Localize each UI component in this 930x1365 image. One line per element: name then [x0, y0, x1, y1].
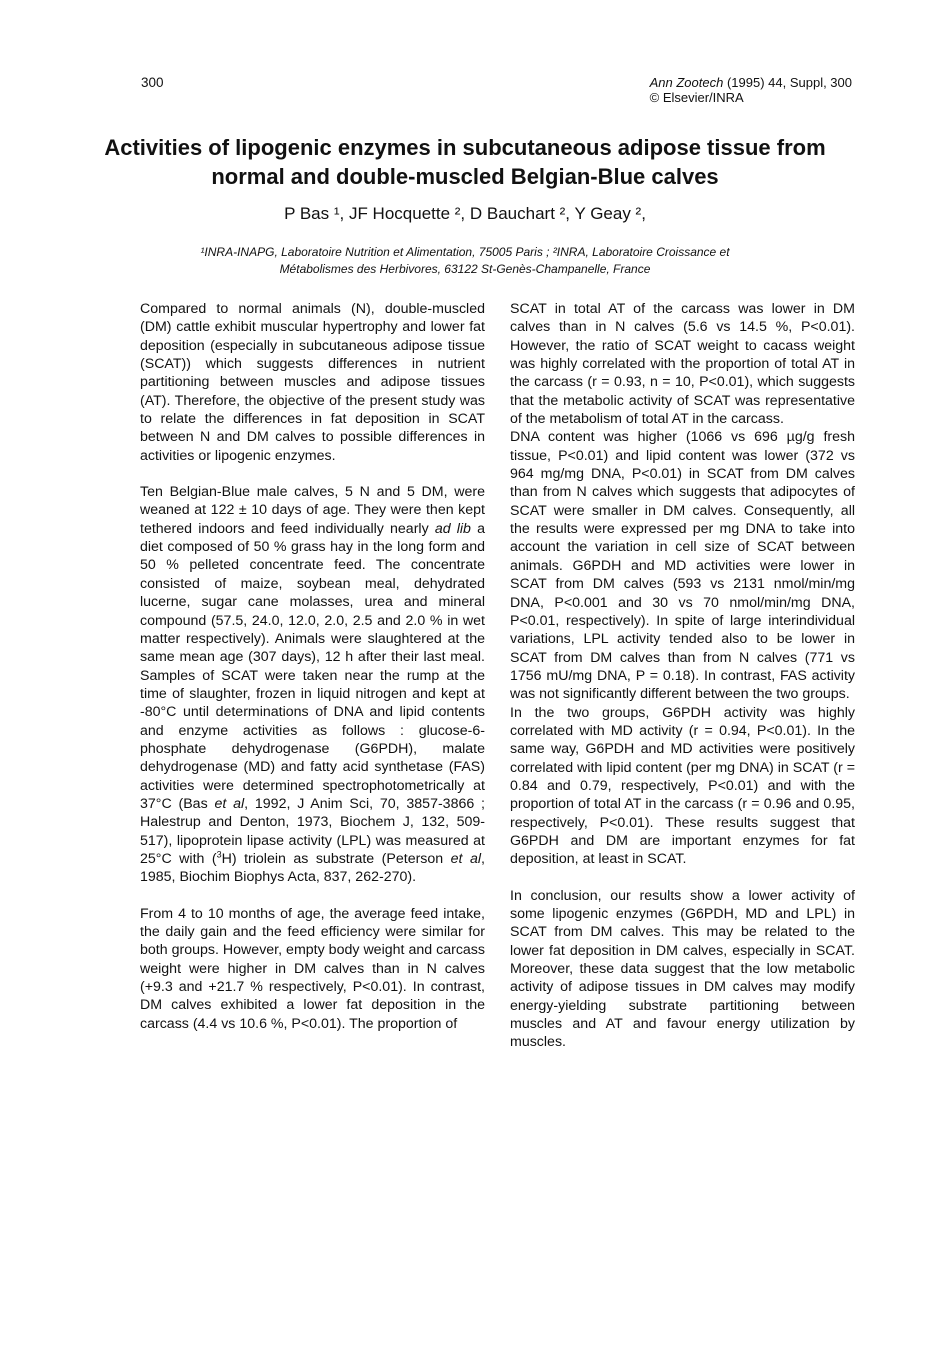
paragraph-results-scat: SCAT in total AT of the carcass was lower in DM calves than in N calves (5.6 vs 14.5 %, P<0.01). However, the ratio of SCAT weight to cacass weight was highly correlated with the proportion of total AT in the carcass (r = 0.93, n = 10, P<0.01), which suggests that the metabolic activity of SCAT was representative of the metabolism of total AT in the carcass. [510, 301, 855, 428]
paragraph-introduction: Compared to normal animals (N), double-muscled (DM) cattle exhibit muscular hypertrophy and lower fat deposition (especially in subcutaneous adipose tissue (SCAT)) which suggests differences in nutrient partitioning between muscles and adipose tissues (AT). Therefore, the objective of the present study was to relate the differences in fat deposition in SCAT between N and DM calves to possible differences in activities or lipogenic enzymes. [140, 301, 485, 464]
author-list: P Bas ¹, JF Hocquette ², D Bauchart ², Y Geay ², [284, 204, 646, 223]
affiliations [110, 244, 820, 278]
paragraph-correlations: In the two groups, G6PDH activity was highly correlated with MD activity (r = 0.94, P<0.01). In the same way, G6PDH and MD activities were positively correlated with lipid content (per mg DNA) in SCAT (r = 0.84 and 0.79, respectively, P<0.01) and with the proportion of total AT in the carcass (r = 0.96 and 0.95, respectively, P<0.01). These results suggest that G6PDH and DM are important enzymes for fat deposition, at least in SCAT. [510, 704, 855, 868]
journal-citation [650, 75, 852, 90]
paragraph-results-growth: From 4 to 10 months of age, the average feed intake, the daily gain and the feed efficiency were similar for both groups. However, empty body weight and carcass weight were higher in DM calves than in N calves (+9.3 and +21.7 % respectively, P<0.01). In contrast, DM calves exhibited a lower fat deposition in the carcass (4.4 vs 10.6 %, P<0.01). The proportion of [140, 905, 485, 1032]
paragraph-results-dna: DNA content was higher (1066 vs 696 µg/g fresh tissue, P<0.01) and lipid content was lower (372 vs 964 mg/mg DNA, P<0.01) in SCAT from DM calves than from N calves which suggests that adipocytes of SCAT were smaller in DM calves. Consequently, all the results were expressed per mg DNA to take into account the variation in cell size of SCAT between animals. G6PDH and MD activities were lower in SCAT from DM calves (593 vs 2131 nmol/min/mg DNA, P<0.001 and 30 vs 70 nmol/min/mg DNA, P<0.01, respectively). In spite of large interindividual variations, LPL activity tended also to be lower in SCAT from DM calves than from N calves (771 vs 1756 mU/mg DNA, P = 0.18). In contrast, FAS activity was not significantly different between the two groups. [510, 429, 855, 703]
left-column [140, 300, 485, 1033]
affiliation-line-1: ¹INRA-INAPG, Laboratoire Nutrition et Alimentation, 75005 Paris ; ²INRA, Laboratoire Croissance et [200, 245, 730, 259]
copyright: © Elsevier/INRA [649, 90, 744, 105]
paragraph-methods: Ten Belgian-Blue male calves, 5 N and 5 DM, were weaned at 122 ± 10 days of age. They were then kept tethered indoors and feed individually nearly ad lib a diet composed of 50 % grass hay in the long form and 50 % pelleted concentrate feed. The concentrate consisted of maize, soybean meal, dehydrated lucerne, sugar cane molasses, urea and mineral compound (57.5, 24.0, 12.0, 2.0, 2.5 and 2.0 % in wet matter respectively). Animals were slaughtered at the same mean age (307 days), 12 h after their last meal. Samples of SCAT were taken near the rump at the time of slaughter, frozen in liquid nitrogen and kept at -80°C until determinations of DNA and lipid contents and enzyme activities as follows : glucose-6-phosphate dehydrogenase (G6PDH), malate dehydrogenase (MD) and fatty acid synthetase (FAS) activities were determined spectrophotometrically at 37°C (Bas et al, 1992, J Anim Sci, 70, 3857-3866 ; Halestrup and Denton, 1973, Biochem J, 132, 509-517), lipoprotein lipase activity (LPL) was measured at 25°C with ($^3$H) triolein as substrate (Peterson et al, 1985, Biochim Biophys Acta, 837, 262-270). [140, 484, 485, 886]
journal-volume: (1995) 44, Suppl, 300 [723, 75, 852, 90]
article-title: Activities of lipogenic enzymes in subcutaneous adipose tissue from normal and double-muscled Belgian-Blue calves [104, 135, 826, 189]
paragraph-conclusion: In conclusion, our results show a lower activity of some lipogenic enzymes (G6PDH, MD and LPL) in SCAT from DM calves. This may be related to the lower fat deposition in DM calves, especially in SCAT. Moreover, these data suggest that the low metabolic activity of adipose tissues in DM calves may modify energy-yielding substrate partitioning between muscles and AT and favour energy utilization by muscles. [510, 887, 855, 1051]
page-number: 300 [141, 75, 164, 90]
affiliation-line-2: Métabolismes des Herbivores, 63122 St-Genès-Champanelle, France [279, 262, 651, 276]
journal-name: Ann Zootech [649, 75, 724, 90]
right-column [510, 300, 855, 1052]
running-head [650, 75, 852, 105]
